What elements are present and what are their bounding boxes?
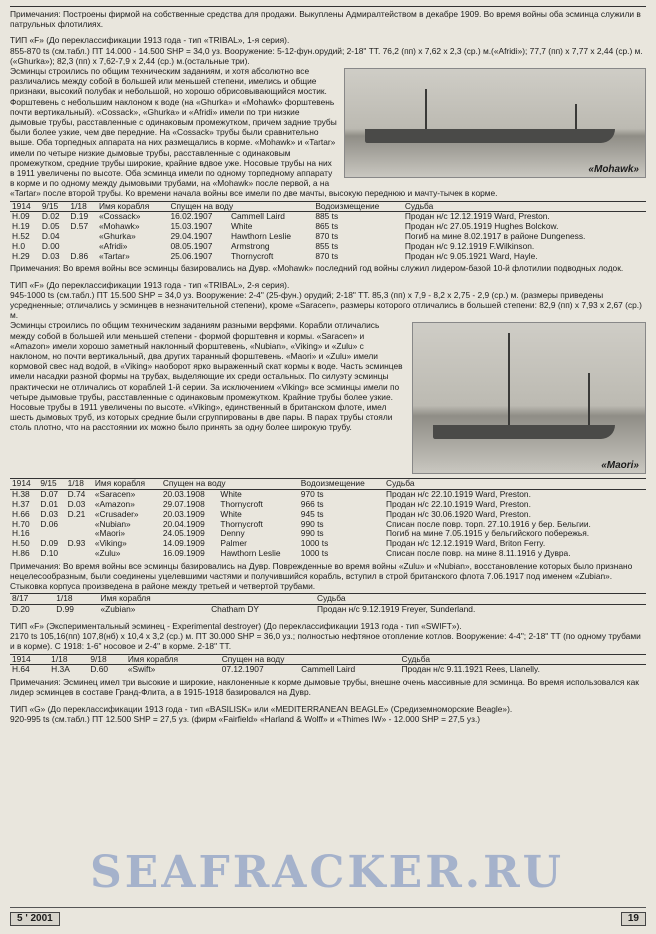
tribal2-title: ТИП «F» (До переклассификации 1913 года - тип «TRIBAL», 2-я серия). <box>10 279 290 290</box>
table-cell: «Mohawk» <box>99 221 140 232</box>
table-cell: «Zulu» <box>94 548 121 559</box>
table-cell: 16.02.1907 <box>170 211 213 222</box>
table-cell: 24.05.1909 <box>162 528 205 539</box>
table-cell: Thornycroft <box>230 250 274 261</box>
table-cell: Продан н/с 22.10.1919 Ward, Preston. <box>386 499 531 510</box>
table-cell: Продан н/с 30.06.1920 Ward, Preston. <box>386 508 531 519</box>
table-header: 1914 9/15 1/18 Имя корабля Спущен на воду Водоизмещение Судьба <box>10 201 646 212</box>
table-cell: 870 ts <box>315 250 339 261</box>
table-cell: 990 ts <box>300 518 324 529</box>
swift-note: Примечания: Эсминец имел три высокие и широкие, наклоненные к корме дымовые трубы, внешне очень массивные для эсминца. Во время использовался как лидер эсминцев в составе Гранд-Флита, а в 1915-1918 базировался на Дувр. <box>10 677 639 698</box>
table-cell: 885 ts <box>315 211 339 222</box>
table-row <box>10 549 646 559</box>
table-cell: D.93 <box>67 538 86 549</box>
table-cell: Погиб на мине 8.02.1917 в районе Dungeness. <box>404 231 586 242</box>
table-cell: 990 ts <box>300 528 324 539</box>
table-cell: H.70 <box>12 518 30 529</box>
table-cell: D.07 <box>40 489 59 500</box>
table-cell: Списан после повр. на мине 8.11.1916 у Дувра. <box>386 548 571 559</box>
table-cell: Palmer <box>220 538 247 549</box>
table-cell: White <box>220 489 242 500</box>
table-header: 1914 1/18 9/18 Имя корабля Спущен на воду Судьба <box>10 654 646 665</box>
table-cell: H.16 <box>12 528 30 539</box>
photo-mohawk <box>344 68 646 178</box>
table-header: 8/17 1/18 Имя корабля Судьба <box>10 594 646 605</box>
table-cell: Armstrong <box>230 240 270 251</box>
zubian-table <box>10 593 646 615</box>
table-cell: «Nubian» <box>94 518 131 529</box>
table-cell: 1000 ts <box>300 548 329 559</box>
table-cell: D.02 <box>41 211 60 222</box>
tribal2-specs: 945-1000 ts (см.табл.) ПТ 15.500 SHP = 34,0 уз. Вооружение: 2-4" (25-фун.) орудий; 2-18" ТТ. 85,3 (пп) х 7,9 - 8,2 х 2,75 - 2,9 (ср.) м. (размеры приведены усредненные; отличались у эсминцев в незначительной степени), кроме «Saracen», размеры которого отличались в большей степени: 82,9 (пп) х 7,93 х 2,67 (ср.) м. <box>10 289 642 321</box>
table-cell: Denny <box>220 528 245 539</box>
table-cell: D.19 <box>70 211 89 222</box>
table-cell: Погиб на мине 7.05.1915 у бельгийского побережья. <box>386 528 590 539</box>
photo-maori <box>412 322 646 474</box>
table-cell <box>66 520 93 530</box>
table-cell: 08.05.1907 <box>170 240 213 251</box>
table-cell: Продан н/с 12.12.1919 Ward, Preston. <box>404 211 550 222</box>
table-cell: D.57 <box>70 221 89 232</box>
tribal2-note: Примечания: Во время войны все эсминцы базировались на Дувр. Поврежденные во время войны «Zulu» и «Nubian», восстановление которых было признано нецелесообразным, были соединены уцелевшими частями и получившийся корабль, вступил в строй британского флота 7.06.1917 под именем «Zubian». Стыковка корпуса произведена в районе между третьей и четвертой трубами. <box>10 560 633 592</box>
tribal1-table <box>10 201 646 262</box>
table-cell <box>66 549 93 559</box>
basilisk-specs: 920-995 ts (см.табл.) ПТ 12.500 SHP = 27,5 уз. (фирм «Fairfield» «Harland & Wolff» и «Thimes IW» - 12.000 SHP = 27,5 уз.) <box>10 713 481 724</box>
table-cell: «Cossack» <box>99 211 141 222</box>
note-1: Примечания: Построены фирмой на собственные средства для продажи. Выкуплены Адмиралтейством в декабре 1909. Во время войны оба эсминца служили в патрульных флотилиях. <box>10 9 641 30</box>
table-cell: 865 ts <box>315 221 339 232</box>
table-row: D.20 D.99 «Zubian» Chatham DY Продан н/с 9.12.1919 Freyer, Sunderland. <box>12 604 476 615</box>
table-cell: «Maori» <box>94 528 126 539</box>
table-cell: D.21 <box>67 508 86 519</box>
tribal2-table <box>10 478 646 558</box>
table-cell: Списан после повр. торп. 27.10.1916 у бер. Бельгии. <box>386 518 591 529</box>
table-cell: D.03 <box>41 250 60 261</box>
table-cell: 20.03.1909 <box>162 508 205 519</box>
table-cell: H.50 <box>12 538 30 549</box>
table-cell: H.29 <box>12 250 30 261</box>
table-cell: «Viking» <box>94 538 127 549</box>
table-cell: 1000 ts <box>300 538 329 549</box>
swift-specs: 2170 ts 105,16(пп) 107,8(нб) х 10,4 х 3,2 (ср.) м. ПТ 30.000 SHP = 36,0 уз.; полностью нефтяное отопление котлов. Вооружение: 4-4"; 2-18" ТТ (по одному трубами и в корме). С 1918: 1-6" носовое и 2-4" в корме. 2-18" ТТ. <box>10 631 641 652</box>
table-cell: 945 ts <box>300 508 324 519</box>
table-cell: Cammell Laird <box>230 211 285 222</box>
table-cell: White <box>230 221 253 232</box>
table-cell: H.09 <box>12 211 30 222</box>
table-cell: D.03 <box>40 508 59 519</box>
tribal1-rows <box>10 212 646 261</box>
table-cell: H.19 <box>12 221 30 232</box>
table-cell: D.86 <box>70 250 89 261</box>
section-basilisk <box>10 704 646 724</box>
table-cell: Продан н/с 9.12.1919 F.Wilkinson. <box>404 240 535 251</box>
table-cell: 970 ts <box>300 489 324 500</box>
page-number: 19 <box>621 912 646 926</box>
swift-title: ТИП «F» (Экспериментальный эсминец - Experimental destroyer) (До переклассификации 1913 года - тип «SWIFT»). <box>10 621 462 632</box>
table-cell: 29.07.1908 <box>162 499 205 510</box>
table-cell: H.66 <box>12 508 30 519</box>
table-cell: «Saracen» <box>94 489 136 500</box>
tribal1-title: ТИП «F» (До переклассификации 1913 года - тип «TRIBAL», 1-я серия). <box>10 35 290 46</box>
table-cell: «Ghurka» <box>99 231 136 242</box>
table-cell: «Crusader» <box>94 508 139 519</box>
table-cell: 29.04.1907 <box>170 231 213 242</box>
ship-silhouette <box>433 425 615 439</box>
table-cell: Продан н/с 27.05.1919 Hughes Bolckow. <box>404 221 559 232</box>
page-footer <box>10 907 646 928</box>
table-cell: D.74 <box>67 489 86 500</box>
table-cell: D.10 <box>40 548 59 559</box>
table-cell: 20.03.1908 <box>162 489 205 500</box>
table-cell: Продан н/с 22.10.1919 Ward, Preston. <box>386 489 531 500</box>
table-cell: 16.09.1909 <box>162 548 205 559</box>
table-cell: White <box>220 508 242 519</box>
table-cell: D.09 <box>40 538 59 549</box>
table-cell: H.37 <box>12 499 30 510</box>
ship-silhouette <box>365 129 615 143</box>
swift-table <box>10 654 646 676</box>
tribal1-specs: 855-870 ts (см.табл.) ПТ 14.000 - 14.500 SHP = 34,0 уз. Вооружение: 5-12-фун.орудий; 2-18" ТТ. 76,2 (пп) х 7,62 х 2,3 (ср.) м.(«Afridi»); 77,7 (пп) х 7,77 х 2,44 (ср.) м.(«Ghurka»); 82,3 (пп) х 7,62-7,9 х 2,44 (ср.) м.(остальные три). <box>10 45 643 66</box>
table-cell: 20.04.1909 <box>162 518 205 529</box>
table-cell: H.0 <box>12 240 26 251</box>
issue-badge: 5 ' 2001 <box>10 912 60 926</box>
table-cell <box>68 232 97 242</box>
table-cell: «Amazon» <box>94 499 135 510</box>
table-cell: H.38 <box>12 489 30 500</box>
table-cell: Hawthorn Leslie <box>220 548 281 559</box>
tribal2-text: Эсминцы строились по общим техническим заданиям разными верфями. Корабли отличались между собой в большей или меньшей степени - формой форштевня и кормы. «Saracen» и «Amazon» имели хорошо заметный наклонный форштевень, «Nubian», «Viking» и «Zulu» с наклоном, но почти вертикальный, два других таранный форштевень. «Maori» и «Zulu» имели кормовой свес над водой, в «Viking» наоборот ярко выраженный скат кормы к воде. Часть эсминцев имели насадки разной формы на трубах, выделяющие их среди остальных. По силуэту эсминцы практически не отличались от кораблей 1-й серии. За исключением «Viking» все эсминцы имели по четыре дымовые трубы, расставленные с одинаковым промежутком. Крайние трубы более узкие. Носовые трубы в 1911 увеличены по высоте. «Viking», единственный в британском флоте, имел шесть дымовых труб, из которых средние были сгруппированы в две пары. В парах трубы стояли столь плотно, что на расстоянии их можно было принять за одну более широкую трубу. <box>10 320 403 433</box>
table-cell: D.06 <box>40 518 59 529</box>
table-cell: 966 ts <box>300 499 324 510</box>
table-cell: Thornycroft <box>220 518 263 529</box>
section-tribal-2 <box>10 280 646 477</box>
tribal2-rows <box>10 490 646 559</box>
table-cell: «Afridi» <box>99 240 128 251</box>
table-cell: Hawthorn Leslie <box>230 231 291 242</box>
table-cell: 25.06.1907 <box>170 250 213 261</box>
top-rule <box>10 6 646 7</box>
table-cell: 15.03.1907 <box>170 221 213 232</box>
table-cell: D.04 <box>41 231 60 242</box>
document-page <box>10 6 646 724</box>
table-cell: «Tartar» <box>99 250 130 261</box>
table-header: 1914 9/15 1/18 Имя корабля Спущен на воду Водоизмещение Судьба <box>10 479 646 490</box>
basilisk-title: ТИП «G» (До переклассификации 1913 года - тип «BASILISK» или «MEDITERRANEAN BEAGLE» (Средиземноморские Beagle»). <box>10 703 513 714</box>
table-row: H.64 H.3A D.60 «Swift» 07.12.1907 Cammell Laird Продан н/с 9.11.1921 Rees, Llanelly. <box>12 664 540 675</box>
section-tribal-1 <box>10 35 646 198</box>
table-cell: 14.09.1909 <box>162 538 205 549</box>
table-cell: D.01 <box>40 499 59 510</box>
table-cell: 870 ts <box>315 231 339 242</box>
table-cell: Thornycroft <box>220 499 263 510</box>
table-cell: 855 ts <box>315 240 339 251</box>
table-cell: Продан н/с 9.05.1921 Ward, Hayle. <box>404 250 538 261</box>
section-swift <box>10 621 646 652</box>
table-cell: Продан н/с 12.12.1919 Ward, Briton Ferry. <box>386 538 546 549</box>
tribal1-note: Примечания: Во время войны все эсминцы базировались на Дувр. «Mohawk» последний год войны служил лидером-базой 10-й флотилии подводных лодок. <box>10 263 624 274</box>
table-cell: D.03 <box>67 499 86 510</box>
table-cell: D.00 <box>41 240 60 251</box>
photo-caption: «Maori» <box>601 460 639 472</box>
table-row <box>10 252 646 262</box>
photo-caption: «Mohawk» <box>588 163 639 175</box>
tribal1-text: Эсминцы строились по общим техническим заданиям, и хотя абсолютно все различались между собой в большей или меньшей степени, имелись и общие признаки, высокий полубак и небольшой, но хорошо обрисовывающийся мостик. Форштевень с небольшим наклоном к воде (на «Ghurka» и «Mohawk» форштевень почти вертикальный). «Cossack», «Ghurka» и «Afridi» имели по три низкие дымовые трубы, расставленные с одинаковым промежутком, причем задние трубы были более узкие, чем две передние. На «Cossack» трубы были сравнительно выше. Оба торпедных аппарата на них размещались в корме. «Mohawk» и «Tartar» имели по четыре низкие дымовые трубы, расставленные с одинаковым промежутком, средние трубы широкие, крайние вдвое уже. Носовые трубы на них в 1911 увеличены по высоте. Оба эсминца имели по одному торпедному аппарату в корме и по одному между дымовыми трубами, на «Mohawk» после первой, а на «Tartar» после второй трубы. Ко времени начала войны все имели по две мачты, высокую переднюю и мачту-тычек в корме. <box>10 66 498 199</box>
table-cell: D.05 <box>41 221 60 232</box>
watermark: SEAFRACKER.RU <box>90 847 565 898</box>
table-cell: H.52 <box>12 231 30 242</box>
table-cell: H.86 <box>12 548 30 559</box>
